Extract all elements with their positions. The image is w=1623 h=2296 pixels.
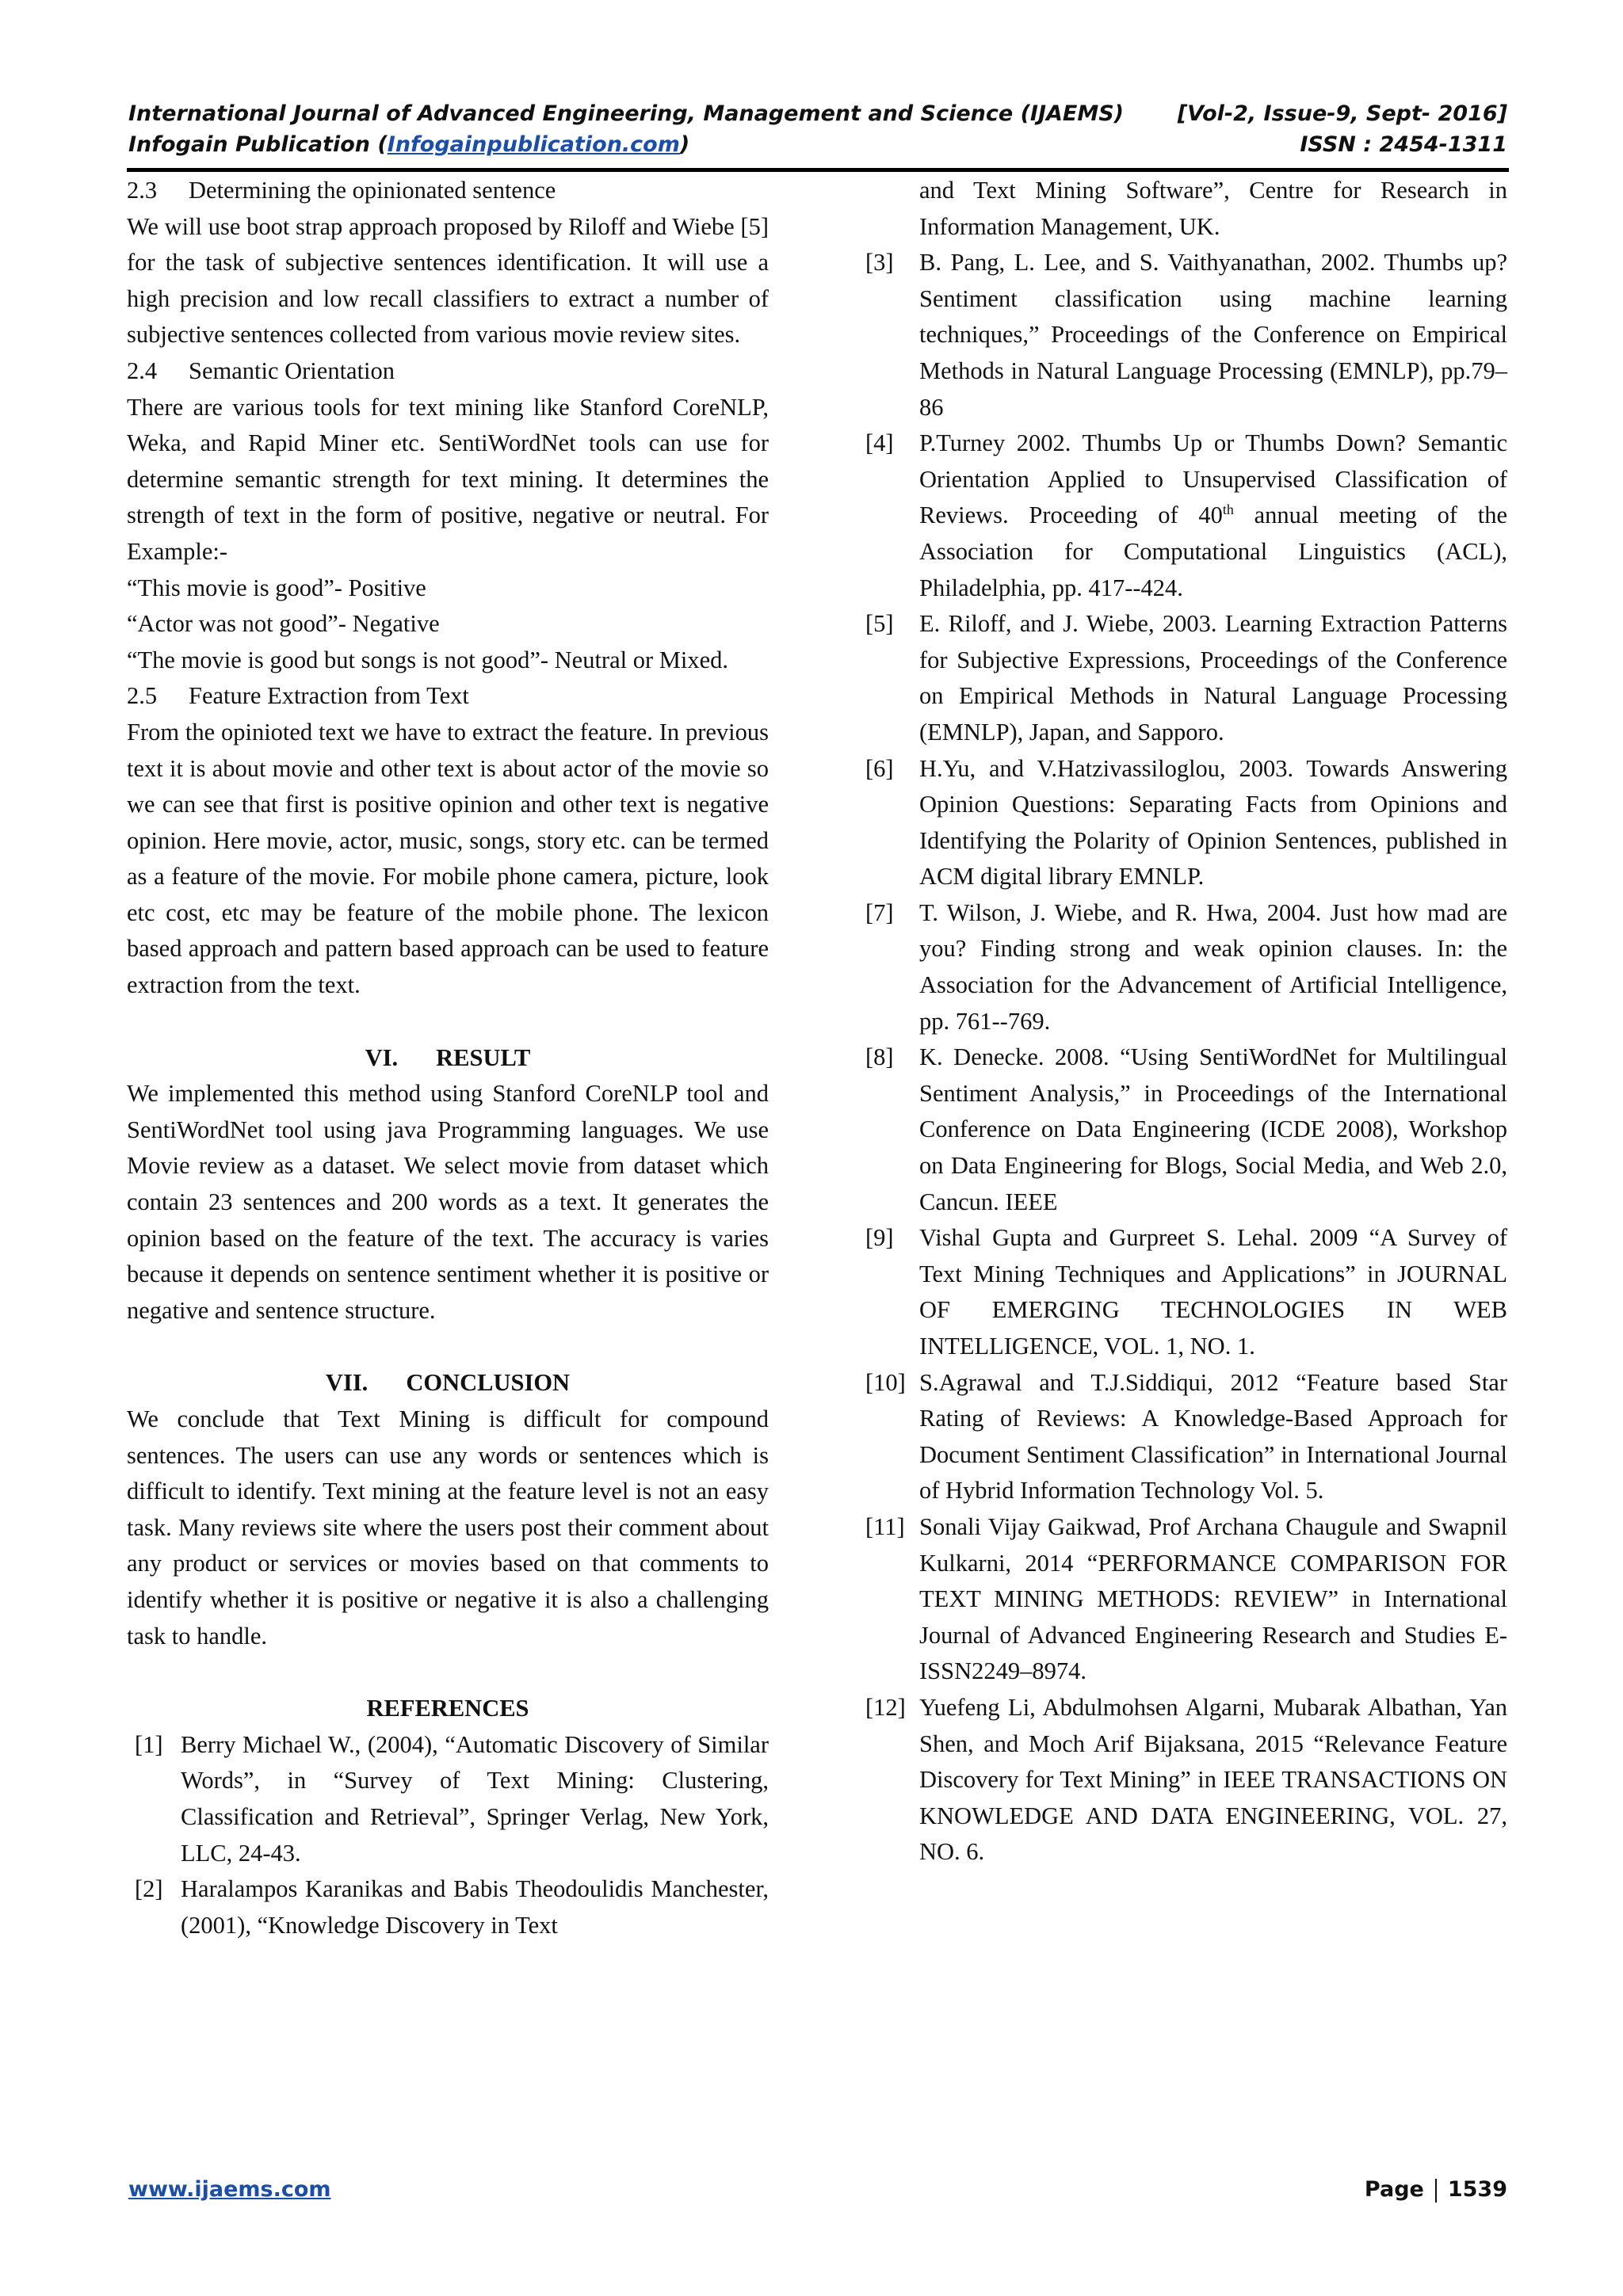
journal-title: International Journal of Advanced Engineering, Management and Science (IJAEMS): [128, 101, 1125, 126]
example-line: “The movie is good but songs is not good”- Neutral or Mixed.: [127, 646, 729, 673]
publisher-link[interactable]: Infogainpublication.com: [387, 132, 680, 157]
paragraph: We will use boot strap approach proposed by Riloff and Wiebe [5] for the task of subjective sentences identification. It will use a high precision and low recall classifiers to extract a number of subjective sentences collected from various movie review sites.: [127, 212, 769, 349]
reference-item: [1] Berry Michael W., (2004), “Automatic Discovery of Similar Words”, in “Survey of Text Mining: Clustering, Classification and Retrieval”, Springer Verlag, New York, LLC, 24-43.: [135, 1730, 769, 1867]
reference-item: [8] K. Denecke. 2008. “Using SentiWordNet for Multilingual Sentiment Analysis,” in Proceedings of the International Conference on Data Engineering (ICDE 2008), Workshop on Data Engineering for Blogs, Social Media, and Web 2.0, Cancun. IEEE: [865, 1043, 1507, 1215]
subsection-heading-2-3: 2.3 Determining the opinionated sentence: [127, 177, 556, 204]
running-header: [128, 98, 1507, 160]
section-heading-result: VI. RESULT: [365, 1043, 531, 1071]
reference-item: [9] Vishal Gupta and Gurpreet S. Lehal. 2009 “A Survey of Text Mining Techniques and Applications” in JOURNAL OF EMERGING TECHNOLOGIES IN WEB INTELLIGENCE, VOL. 1, NO. 1.: [865, 1224, 1507, 1360]
separator: [1435, 2179, 1437, 2203]
paragraph: There are various tools for text mining like Stanford CoreNLP, Weka, and Rapid Miner etc. SentiWordNet tools can use for determine semantic strength for text mining. It determines the strength of text in the form of positive, negative or neutral. For Example:-: [127, 393, 769, 565]
reference-item: [10] S.Agrawal and T.J.Siddiqui, 2012 “Feature based Star Rating of Reviews: A Knowledge-Based Approach for Document Sentiment Classification” in International Journal of Hybrid Information Technology Vol. 5.: [865, 1368, 1507, 1505]
reference-item: [6] H.Yu, and V.Hatzivassiloglou, 2003. Towards Answering Opinion Questions: Separating Facts from Opinions and Identifying the Polarity of Opinion Sentences, published in ACM digital library EMNLP.: [865, 754, 1507, 891]
page-footer: [128, 2177, 1507, 2203]
reference-item: [5] E. Riloff, and J. Wiebe, 2003. Learning Extraction Patterns for Subjective Expressions, Proceedings of the Conference on Empirical Methods in Natural Language Processing (EMNLP), Japan, and Sapporo.: [865, 610, 1507, 746]
example-line: “This movie is good”- Positive: [127, 574, 426, 601]
reference-item: [2] Haralampos Karanikas and Babis Theodoulidis Manchester, (2001), “Knowledge Discovery in Text: [135, 1875, 769, 1939]
issn: ISSN : 2454-1311: [1300, 132, 1507, 157]
paragraph: From the opinioted text we have to extract the feature. In previous text it is about movie and other text is about actor of the movie so we can see that first is positive opinion and other text is negative opinion. Here movie, actor, music, songs, story etc. can be termed as a feature of the movie. For mobile phone camera, picture, look etc cost, etc may be feature of the mobile phone. The lexicon based approach and pattern based approach can be used to feature extraction from the text.: [127, 718, 769, 999]
paragraph: We conclude that Text Mining is difficult for compound sentences. The users can use any words or sentences which is difficult to identify. Text mining at the feature level is not an easy task. Many reviews site where the users post their comment about any product or services or movies based on that comments to identify whether it is positive or negative it is also a challenging task to handle.: [127, 1405, 769, 1650]
reference-item: [11] Sonali Vijay Gaikwad, Prof Archana Chaugule and Swapnil Kulkarni, 2014 “PERFORMANCE COMPARISON FOR TEXT MINING METHODS: REVIEW” in International Journal of Advanced Engineering Research and Studies E-ISSN2249–8974.: [865, 1512, 1507, 1685]
section-heading-conclusion: VII. CONCLUSION: [325, 1369, 571, 1397]
header-rule: [127, 168, 1509, 172]
reference-item: [12] Yuefeng Li, Abdulmohsen Algarni, Mubarak Albathan, Yan Shen, and Moch Arif Bijaksana, 2015 “Relevance Feature Discovery for Text Mining” in IEEE TRANSACTIONS ON KNOWLEDGE AND DATA ENGINEERING, VOL. 27, NO. 6.: [865, 1693, 1507, 1866]
publisher: Infogain Publication (Infogainpublication.com): [128, 132, 690, 157]
website-link[interactable]: www.ijaems.com: [128, 2177, 331, 2202]
section-heading-references: REFERENCES: [366, 1695, 529, 1722]
right-column: [865, 173, 1507, 1871]
subsection-heading-2-4: 2.4 Semantic Orientation: [127, 357, 395, 384]
reference-item: [4] P.Turney 2002. Thumbs Up or Thumbs Down? Semantic Orientation Applied to Unsupervised Classification of Reviews. Proceeding of 40th annual meeting of the Association for Computational Linguistics (ACL), Philadelphia, pp. 417--424.: [865, 429, 1507, 601]
paragraph: We implemented this method using Stanford CoreNLP tool and SentiWordNet tool using java Programming languages. We use Movie review as a dataset. We select movie from dataset which contain 23 sentences and 200 words as a text. It generates the opinion based on the feature of the text. The accuracy is varies because it depends on sentence sentiment whether it is positive or negative and sentence structure.: [127, 1080, 769, 1324]
reference-item: [3] B. Pang, L. Lee, and S. Vaithyanathan, 2002. Thumbs up? Sentiment classification using machine learning techniques,” Proceedings of the Conference on Empirical Methods in Natural Language Processing (EMNLP), pp.79–86: [865, 249, 1507, 421]
reference-item: [7] T. Wilson, J. Wiebe, and R. Hwa, 2004. Just how mad are you? Finding strong and weak opinion clauses. In: the Association for the Advancement of Artificial Intelligence, pp. 761--769.: [865, 898, 1507, 1035]
page-number: Page 1539: [1364, 2177, 1507, 2202]
subsection-heading-2-5: 2.5 Feature Extraction from Text: [127, 682, 469, 710]
example-line: “Actor was not good”- Negative: [127, 610, 440, 638]
volume-info: [Vol-2, Issue-9, Sept- 2016]: [1177, 101, 1507, 126]
reference-item-continued: and Text Mining Software”, Centre for Research in Information Management, UK.: [919, 177, 1507, 240]
left-column: [127, 173, 769, 1943]
